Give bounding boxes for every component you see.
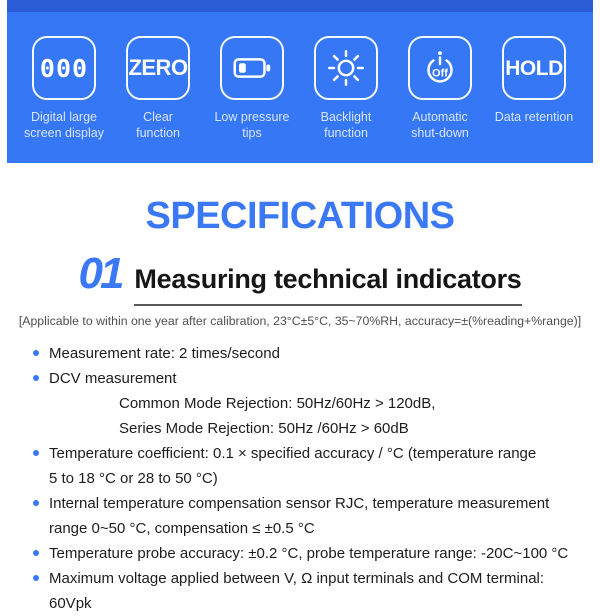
caption-line: screen display	[24, 126, 104, 140]
caption-line: shut-down	[411, 126, 469, 140]
spec-row	[33, 341, 590, 366]
spec-text: Temperature probe accuracy: ±0.2 °C, probe temperature range: -20C~100 °C	[49, 545, 569, 562]
spec-text: Series Mode Rejection: 50Hz /60Hz > 60dB	[119, 420, 409, 437]
backlight-sun-icon	[314, 36, 378, 100]
spec-text: range 0~50 °C, compensation ≤ ±0.5 °C	[49, 520, 315, 537]
feature-caption	[207, 109, 297, 141]
calibration-note: [Applicable to within one year after calibration, 23°C±5°C, 35~70%RH, accuracy=±(%reading+%range)]	[18, 314, 582, 328]
feature-digital-display	[19, 36, 109, 141]
spec-text: 5 to 18 °C or 28 to 50 °C)	[49, 470, 218, 487]
feature-banner	[7, 0, 593, 163]
seven-segment-000-icon	[32, 36, 96, 100]
spec-row	[33, 491, 590, 516]
caption-line: tips	[242, 126, 262, 140]
spec-row	[33, 416, 590, 441]
spec-row	[33, 466, 590, 491]
battery-icon-svg	[229, 45, 275, 91]
spec-text: Measurement rate: 2 times/second	[49, 345, 280, 362]
section-title: SPECIFICATIONS	[145, 195, 455, 237]
caption-line: function	[136, 126, 180, 140]
section-subtitle: Measuring technical indicators	[134, 264, 521, 306]
battery-icon	[220, 36, 284, 100]
spec-text: Maximum voltage applied between V, Ω input terminals and COM terminal: 60Vpk	[49, 570, 545, 612]
bullet-dot-icon	[33, 575, 39, 581]
caption-line: Clear	[143, 110, 173, 124]
spec-row	[33, 441, 590, 466]
spec-row	[33, 391, 590, 416]
spec-row	[33, 541, 590, 566]
caption-line: Low pressure	[214, 110, 290, 124]
hold-text-icon	[502, 36, 566, 100]
bullet-dot-icon	[33, 550, 39, 556]
hold-glyph: HOLD	[505, 56, 563, 80]
feature-caption	[489, 109, 579, 125]
bullet-dot-icon	[33, 350, 39, 356]
spec-row	[33, 566, 590, 616]
feature-clear-function	[113, 36, 203, 141]
auto-shutdown-power-icon	[408, 36, 472, 100]
auto-shutdown-icon-svg	[417, 45, 463, 91]
feature-caption	[395, 109, 485, 141]
feature-caption	[301, 109, 391, 141]
feature-auto-shutdown	[395, 36, 485, 141]
feature-row	[7, 12, 593, 163]
spec-row	[33, 366, 590, 391]
spec-text: Temperature coefficient: 0.1 × specified accuracy / °C (temperature range	[49, 445, 537, 462]
zero-glyph: ZERO	[128, 55, 188, 80]
off-glyph: Off	[432, 67, 448, 80]
feature-backlight	[301, 36, 391, 141]
caption-line: function	[324, 126, 368, 140]
banner-top-strip	[7, 0, 593, 12]
spec-text: Internal temperature compensation sensor RJC, temperature measurement	[49, 495, 550, 512]
spec-row	[33, 516, 590, 541]
feature-caption	[19, 109, 109, 141]
caption-line: Automatic	[412, 110, 468, 124]
section-number: 01	[78, 249, 122, 298]
feature-caption	[113, 109, 203, 141]
zero-text-icon	[126, 36, 190, 100]
feature-data-retention	[489, 36, 579, 141]
bullet-dot-icon	[33, 450, 39, 456]
bullet-dot-icon	[33, 500, 39, 506]
caption-line: Data retention	[494, 110, 574, 124]
spec-text: DCV measurement	[49, 370, 177, 387]
feature-low-pressure	[207, 36, 297, 141]
section-heading	[0, 249, 600, 306]
caption-line: Digital large	[30, 110, 97, 124]
caption-line: Backlight	[320, 110, 372, 124]
seven-segment-000-glyph: 000	[39, 53, 89, 83]
bullet-dot-icon	[33, 375, 39, 381]
spec-list	[33, 341, 590, 616]
backlight-sun-icon-svg	[323, 45, 369, 91]
spec-text: Common Mode Rejection: 50Hz/60Hz > 120dB,	[119, 395, 436, 412]
